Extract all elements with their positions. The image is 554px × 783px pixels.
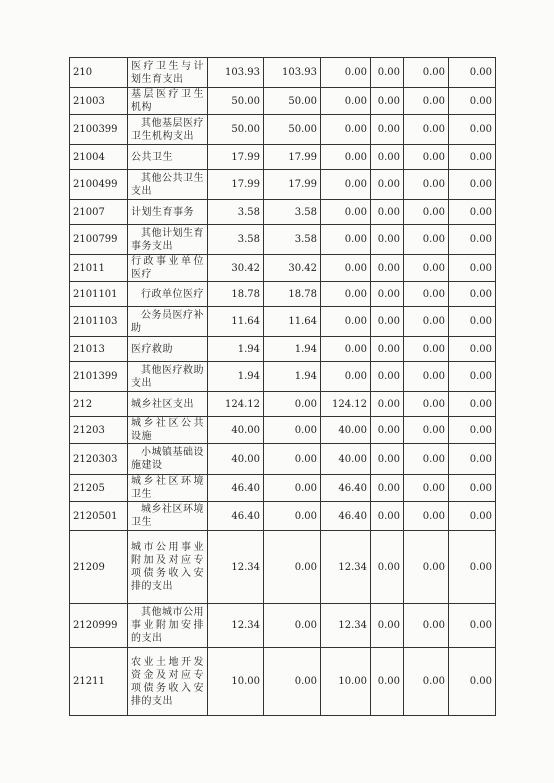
amount-cell: 0.00 xyxy=(371,444,404,475)
amount-cell: 50.00 xyxy=(264,115,321,145)
amount-cell: 0.00 xyxy=(264,648,321,716)
amount-cell: 0.00 xyxy=(404,200,449,225)
amount-cell: 0.00 xyxy=(404,115,449,145)
table-row xyxy=(70,648,496,716)
amount-cell: 30.42 xyxy=(208,255,264,282)
subject-code-cell: 21013 xyxy=(70,337,128,362)
amount-cell: 124.12 xyxy=(208,392,264,417)
amount-cell: 0.00 xyxy=(321,225,371,255)
amount-cell: 17.99 xyxy=(264,170,321,200)
subject-code-cell: 2100799 xyxy=(70,225,128,255)
amount-cell: 46.40 xyxy=(321,502,371,531)
subject-name-cell: 行政单位医疗 xyxy=(128,282,208,307)
amount-cell: 103.93 xyxy=(264,58,321,88)
amount-cell: 0.00 xyxy=(321,58,371,88)
subject-code-cell: 210 xyxy=(70,58,128,88)
amount-cell: 0.00 xyxy=(404,58,449,88)
amount-cell: 30.42 xyxy=(264,255,321,282)
subject-name-cell: 医疗救助 xyxy=(128,337,208,362)
subject-name-cell: 小城镇基础设施建设 xyxy=(128,444,208,475)
amount-cell: 3.58 xyxy=(208,200,264,225)
amount-cell: 12.34 xyxy=(321,604,371,648)
table-row xyxy=(70,604,496,648)
amount-cell: 0.00 xyxy=(371,648,404,716)
expenditure-table xyxy=(69,57,496,716)
amount-cell: 0.00 xyxy=(264,417,321,444)
amount-cell: 0.00 xyxy=(264,604,321,648)
amount-cell: 0.00 xyxy=(371,392,404,417)
table-row xyxy=(70,475,496,502)
amount-cell: 3.58 xyxy=(264,200,321,225)
amount-cell: 0.00 xyxy=(371,307,404,337)
amount-cell: 0.00 xyxy=(404,88,449,115)
subject-code-cell: 21007 xyxy=(70,200,128,225)
amount-cell: 0.00 xyxy=(371,200,404,225)
amount-cell: 0.00 xyxy=(449,200,496,225)
amount-cell: 0.00 xyxy=(404,225,449,255)
amount-cell: 50.00 xyxy=(264,88,321,115)
subject-code-cell: 21209 xyxy=(70,531,128,604)
amount-cell: 10.00 xyxy=(321,648,371,716)
amount-cell: 0.00 xyxy=(449,145,496,170)
table-row xyxy=(70,362,496,392)
amount-cell: 103.93 xyxy=(208,58,264,88)
amount-cell: 1.94 xyxy=(208,337,264,362)
amount-cell: 12.34 xyxy=(208,531,264,604)
amount-cell: 0.00 xyxy=(264,475,321,502)
amount-cell: 0.00 xyxy=(404,362,449,392)
subject-code-cell: 21011 xyxy=(70,255,128,282)
table-row xyxy=(70,392,496,417)
subject-name-cell: 城乡社区支出 xyxy=(128,392,208,417)
subject-name-cell: 行政事业单位医疗 xyxy=(128,255,208,282)
amount-cell: 0.00 xyxy=(449,170,496,200)
amount-cell: 40.00 xyxy=(208,444,264,475)
subject-code-cell: 21203 xyxy=(70,417,128,444)
subject-name-cell: 城乡社区环境卫生 xyxy=(128,475,208,502)
subject-name-cell: 其他城市公用事业附加安排的支出 xyxy=(128,604,208,648)
amount-cell: 0.00 xyxy=(449,444,496,475)
table-row xyxy=(70,115,496,145)
subject-code-cell: 2100499 xyxy=(70,170,128,200)
amount-cell: 0.00 xyxy=(371,282,404,307)
amount-cell: 0.00 xyxy=(321,170,371,200)
amount-cell: 0.00 xyxy=(264,444,321,475)
amount-cell: 40.00 xyxy=(321,417,371,444)
amount-cell: 0.00 xyxy=(371,58,404,88)
subject-code-cell: 2101101 xyxy=(70,282,128,307)
subject-name-cell: 医疗卫生与计划生育支出 xyxy=(128,58,208,88)
subject-name-cell: 公务员医疗补助 xyxy=(128,307,208,337)
table-row xyxy=(70,337,496,362)
amount-cell: 0.00 xyxy=(404,145,449,170)
amount-cell: 40.00 xyxy=(208,417,264,444)
amount-cell: 17.99 xyxy=(208,145,264,170)
amount-cell: 0.00 xyxy=(371,531,404,604)
subject-name-cell: 其他医疗救助支出 xyxy=(128,362,208,392)
amount-cell: 0.00 xyxy=(321,145,371,170)
amount-cell: 0.00 xyxy=(404,282,449,307)
amount-cell: 17.99 xyxy=(264,145,321,170)
amount-cell: 0.00 xyxy=(404,392,449,417)
amount-cell: 0.00 xyxy=(321,115,371,145)
amount-cell: 0.00 xyxy=(371,170,404,200)
amount-cell: 0.00 xyxy=(404,170,449,200)
amount-cell: 0.00 xyxy=(449,225,496,255)
table-row xyxy=(70,200,496,225)
subject-code-cell: 21205 xyxy=(70,475,128,502)
subject-code-cell: 2101103 xyxy=(70,307,128,337)
amount-cell: 0.00 xyxy=(371,417,404,444)
amount-cell: 0.00 xyxy=(404,475,449,502)
table-row xyxy=(70,255,496,282)
amount-cell: 40.00 xyxy=(321,444,371,475)
amount-cell: 18.78 xyxy=(264,282,321,307)
table-row xyxy=(70,145,496,170)
subject-code-cell: 21211 xyxy=(70,648,128,716)
amount-cell: 18.78 xyxy=(208,282,264,307)
amount-cell: 0.00 xyxy=(321,255,371,282)
amount-cell: 12.34 xyxy=(208,604,264,648)
amount-cell: 124.12 xyxy=(321,392,371,417)
amount-cell: 0.00 xyxy=(321,282,371,307)
table-row xyxy=(70,58,496,88)
amount-cell: 0.00 xyxy=(449,392,496,417)
amount-cell: 46.40 xyxy=(321,475,371,502)
table-row xyxy=(70,417,496,444)
amount-cell: 0.00 xyxy=(321,307,371,337)
amount-cell: 0.00 xyxy=(449,531,496,604)
subject-code-cell: 212 xyxy=(70,392,128,417)
amount-cell: 0.00 xyxy=(371,225,404,255)
amount-cell: 0.00 xyxy=(404,502,449,531)
amount-cell: 0.00 xyxy=(449,475,496,502)
amount-cell: 0.00 xyxy=(264,392,321,417)
amount-cell: 1.94 xyxy=(264,337,321,362)
subject-code-cell: 21003 xyxy=(70,88,128,115)
amount-cell: 0.00 xyxy=(449,58,496,88)
table-body xyxy=(70,58,496,716)
amount-cell: 3.58 xyxy=(264,225,321,255)
subject-name-cell: 基层医疗卫生机构 xyxy=(128,88,208,115)
table-row xyxy=(70,502,496,531)
subject-name-cell: 农业土地开发资金及对应专项债务收入安排的支出 xyxy=(128,648,208,716)
amount-cell: 0.00 xyxy=(371,337,404,362)
subject-name-cell: 其他基层医疗卫生机构支出 xyxy=(128,115,208,145)
amount-cell: 0.00 xyxy=(264,502,321,531)
amount-cell: 0.00 xyxy=(404,337,449,362)
amount-cell: 46.40 xyxy=(208,475,264,502)
subject-name-cell: 其他计划生育事务支出 xyxy=(128,225,208,255)
amount-cell: 3.58 xyxy=(208,225,264,255)
subject-code-cell: 2120501 xyxy=(70,502,128,531)
amount-cell: 0.00 xyxy=(371,145,404,170)
table-row xyxy=(70,88,496,115)
amount-cell: 11.64 xyxy=(208,307,264,337)
amount-cell: 0.00 xyxy=(404,531,449,604)
table-row xyxy=(70,444,496,475)
amount-cell: 0.00 xyxy=(449,502,496,531)
amount-cell: 0.00 xyxy=(404,255,449,282)
amount-cell: 0.00 xyxy=(449,337,496,362)
amount-cell: 17.99 xyxy=(208,170,264,200)
table-row xyxy=(70,307,496,337)
amount-cell: 10.00 xyxy=(208,648,264,716)
subject-name-cell: 公共卫生 xyxy=(128,145,208,170)
amount-cell: 0.00 xyxy=(321,337,371,362)
amount-cell: 12.34 xyxy=(321,531,371,604)
amount-cell: 1.94 xyxy=(208,362,264,392)
amount-cell: 0.00 xyxy=(449,362,496,392)
amount-cell: 0.00 xyxy=(449,604,496,648)
amount-cell: 11.64 xyxy=(264,307,321,337)
amount-cell: 0.00 xyxy=(371,255,404,282)
amount-cell: 1.94 xyxy=(264,362,321,392)
amount-cell: 0.00 xyxy=(449,115,496,145)
amount-cell: 50.00 xyxy=(208,115,264,145)
amount-cell: 0.00 xyxy=(449,417,496,444)
amount-cell: 0.00 xyxy=(404,648,449,716)
amount-cell: 0.00 xyxy=(371,362,404,392)
table-row xyxy=(70,225,496,255)
amount-cell: 0.00 xyxy=(449,648,496,716)
amount-cell: 0.00 xyxy=(371,88,404,115)
amount-cell: 0.00 xyxy=(321,88,371,115)
subject-name-cell: 其他公共卫生支出 xyxy=(128,170,208,200)
amount-cell: 0.00 xyxy=(404,307,449,337)
subject-code-cell: 2101399 xyxy=(70,362,128,392)
subject-code-cell: 2120303 xyxy=(70,444,128,475)
amount-cell: 0.00 xyxy=(264,531,321,604)
amount-cell: 0.00 xyxy=(371,604,404,648)
amount-cell: 0.00 xyxy=(321,362,371,392)
subject-name-cell: 城乡社区环境卫生 xyxy=(128,502,208,531)
subject-code-cell: 2100399 xyxy=(70,115,128,145)
subject-name-cell: 计划生育事务 xyxy=(128,200,208,225)
subject-name-cell: 城市公用事业附加及对应专项债务收入安排的支出 xyxy=(128,531,208,604)
subject-name-cell: 城乡社区公共设施 xyxy=(128,417,208,444)
table-row xyxy=(70,282,496,307)
amount-cell: 0.00 xyxy=(404,417,449,444)
amount-cell: 0.00 xyxy=(371,115,404,145)
subject-code-cell: 21004 xyxy=(70,145,128,170)
amount-cell: 50.00 xyxy=(208,88,264,115)
amount-cell: 0.00 xyxy=(404,444,449,475)
amount-cell: 0.00 xyxy=(449,282,496,307)
amount-cell: 0.00 xyxy=(404,604,449,648)
amount-cell: 0.00 xyxy=(371,502,404,531)
amount-cell: 0.00 xyxy=(321,200,371,225)
amount-cell: 0.00 xyxy=(449,88,496,115)
amount-cell: 0.00 xyxy=(449,255,496,282)
amount-cell: 0.00 xyxy=(371,475,404,502)
amount-cell: 46.40 xyxy=(208,502,264,531)
subject-code-cell: 2120999 xyxy=(70,604,128,648)
amount-cell: 0.00 xyxy=(449,307,496,337)
table-row xyxy=(70,531,496,604)
table-row xyxy=(70,170,496,200)
